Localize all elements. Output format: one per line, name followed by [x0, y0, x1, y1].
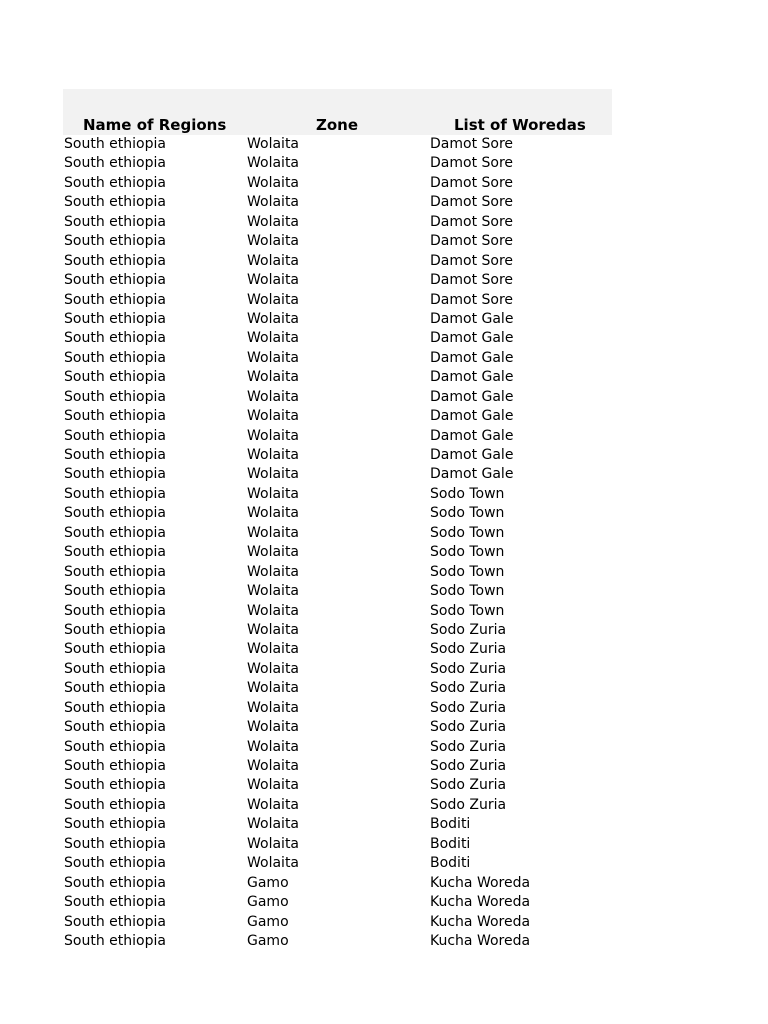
- table-row: [63, 660, 612, 679]
- cell-woreda: Damot Gale: [430, 388, 514, 405]
- cell-region: South ethiopia: [64, 466, 166, 483]
- table-row: [63, 446, 612, 465]
- cell-woreda: Kucha Woreda: [430, 894, 531, 911]
- woreda-table: [63, 89, 612, 951]
- cell-region: South ethiopia: [64, 738, 166, 755]
- cell-woreda: Sodo Town: [430, 524, 505, 541]
- cell-woreda: Kucha Woreda: [430, 913, 531, 930]
- cell-region: South ethiopia: [64, 213, 166, 230]
- cell-zone: Wolaita: [247, 621, 300, 638]
- cell-zone: Gamo: [247, 932, 289, 949]
- column-header-region: Name of Regions: [83, 116, 227, 134]
- cell-region: South ethiopia: [64, 602, 166, 619]
- cell-woreda: Sodo Town: [430, 583, 505, 600]
- cell-woreda: Damot Gale: [430, 447, 514, 463]
- cell-region: South ethiopia: [64, 408, 166, 425]
- cell-zone: Wolaita: [247, 447, 300, 463]
- cell-woreda: Sodo Zuria: [430, 758, 507, 774]
- table-row: [63, 504, 612, 523]
- cell-region: South ethiopia: [64, 699, 166, 716]
- table-row: [63, 485, 612, 504]
- cell-zone: Wolaita: [247, 369, 300, 386]
- table-row: [63, 154, 612, 173]
- table-row: [63, 854, 612, 873]
- cell-woreda: Sodo Town: [430, 485, 505, 502]
- cell-region: South ethiopia: [64, 447, 166, 463]
- cell-woreda: Damot Sore: [430, 272, 514, 289]
- table-row: [63, 135, 612, 154]
- cell-zone: Wolaita: [247, 155, 300, 172]
- cell-region: South ethiopia: [64, 583, 166, 600]
- cell-region: South ethiopia: [64, 174, 166, 191]
- cell-woreda: Sodo Zuria: [430, 660, 507, 677]
- cell-zone: Wolaita: [247, 719, 300, 736]
- table-row: [63, 679, 612, 698]
- table-row: [63, 329, 612, 348]
- cell-woreda: Damot Gale: [430, 427, 514, 444]
- cell-zone: Wolaita: [247, 408, 300, 425]
- cell-zone: Wolaita: [247, 602, 300, 619]
- cell-woreda: Damot Sore: [430, 174, 514, 191]
- cell-region: South ethiopia: [64, 855, 166, 872]
- table-row: [63, 796, 612, 815]
- cell-zone: Wolaita: [247, 349, 300, 366]
- cell-woreda: Sodo Zuria: [430, 796, 507, 813]
- cell-woreda: Damot Gale: [430, 349, 514, 366]
- cell-zone: Wolaita: [247, 796, 300, 813]
- table-row: [63, 640, 612, 659]
- cell-zone: Wolaita: [247, 758, 300, 774]
- cell-region: South ethiopia: [64, 194, 166, 211]
- table-row: [63, 738, 612, 757]
- cell-region: South ethiopia: [64, 758, 166, 774]
- table-row: [63, 913, 612, 932]
- table-row: [63, 193, 612, 212]
- cell-woreda: Boditi: [430, 855, 471, 872]
- cell-woreda: Sodo Town: [430, 563, 505, 580]
- cell-region: South ethiopia: [64, 136, 166, 152]
- cell-woreda: Sodo Zuria: [430, 777, 507, 794]
- table-row: [63, 232, 612, 251]
- table-row: [63, 407, 612, 426]
- cell-region: South ethiopia: [64, 291, 166, 308]
- cell-zone: Wolaita: [247, 660, 300, 677]
- cell-region: South ethiopia: [64, 621, 166, 638]
- cell-woreda: Damot Gale: [430, 310, 514, 327]
- table-row: [63, 815, 612, 834]
- cell-woreda: Damot Sore: [430, 291, 514, 308]
- cell-zone: Wolaita: [247, 524, 300, 541]
- cell-zone: Wolaita: [247, 272, 300, 289]
- table-row: [63, 291, 612, 310]
- cell-woreda: Boditi: [430, 835, 471, 852]
- column-header-zone: Zone: [316, 116, 359, 134]
- cell-region: South ethiopia: [64, 369, 166, 386]
- table-row: [63, 271, 612, 290]
- cell-region: South ethiopia: [64, 874, 166, 891]
- cell-zone: Wolaita: [247, 388, 300, 405]
- cell-zone: Wolaita: [247, 583, 300, 600]
- cell-woreda: Damot Sore: [430, 252, 514, 269]
- cell-zone: Wolaita: [247, 680, 300, 697]
- table-row: [63, 465, 612, 484]
- cell-zone: Wolaita: [247, 699, 300, 716]
- cell-zone: Wolaita: [247, 835, 300, 852]
- cell-region: South ethiopia: [64, 835, 166, 852]
- cell-zone: Wolaita: [247, 427, 300, 444]
- cell-woreda: Sodo Zuria: [430, 680, 507, 697]
- cell-woreda: Sodo Zuria: [430, 699, 507, 716]
- cell-woreda: Damot Sore: [430, 136, 514, 152]
- table-row: [63, 621, 612, 640]
- cell-region: South ethiopia: [64, 563, 166, 580]
- table-row: [63, 835, 612, 854]
- cell-woreda: Sodo Zuria: [430, 641, 507, 658]
- table-row: [63, 893, 612, 912]
- cell-zone: Wolaita: [247, 738, 300, 755]
- cell-zone: Gamo: [247, 894, 289, 911]
- cell-region: South ethiopia: [64, 544, 166, 561]
- table-row: [63, 932, 612, 951]
- cell-zone: Wolaita: [247, 174, 300, 191]
- cell-woreda: Sodo Zuria: [430, 719, 507, 736]
- cell-woreda: Damot Gale: [430, 408, 514, 425]
- table-row: [63, 582, 612, 601]
- table-row: [63, 427, 612, 446]
- cell-region: South ethiopia: [64, 388, 166, 405]
- cell-woreda: Damot Gale: [430, 330, 514, 347]
- cell-woreda: Damot Sore: [430, 155, 514, 172]
- table-row: [63, 174, 612, 193]
- table-row: [63, 524, 612, 543]
- cell-woreda: Damot Sore: [430, 213, 514, 230]
- cell-zone: Wolaita: [247, 641, 300, 658]
- table-row: [63, 602, 612, 621]
- cell-zone: Wolaita: [247, 777, 300, 794]
- table-body: [63, 135, 612, 951]
- cell-woreda: Damot Gale: [430, 466, 514, 483]
- table-row: [63, 776, 612, 795]
- cell-zone: Wolaita: [247, 291, 300, 308]
- cell-region: South ethiopia: [64, 796, 166, 813]
- cell-region: South ethiopia: [64, 913, 166, 930]
- cell-region: South ethiopia: [64, 252, 166, 269]
- cell-woreda: Damot Gale: [430, 369, 514, 386]
- cell-region: South ethiopia: [64, 330, 166, 347]
- cell-zone: Wolaita: [247, 310, 300, 327]
- cell-zone: Wolaita: [247, 855, 300, 872]
- cell-region: South ethiopia: [64, 641, 166, 658]
- cell-woreda: Kucha Woreda: [430, 874, 531, 891]
- cell-region: South ethiopia: [64, 349, 166, 366]
- cell-region: South ethiopia: [64, 485, 166, 502]
- table-row: [63, 699, 612, 718]
- cell-region: South ethiopia: [64, 524, 166, 541]
- cell-zone: Wolaita: [247, 194, 300, 211]
- cell-zone: Wolaita: [247, 233, 300, 250]
- cell-zone: Wolaita: [247, 466, 300, 483]
- cell-zone: Wolaita: [247, 505, 300, 522]
- cell-region: South ethiopia: [64, 680, 166, 697]
- cell-region: South ethiopia: [64, 894, 166, 911]
- table-header: [63, 89, 612, 135]
- cell-region: South ethiopia: [64, 155, 166, 172]
- cell-zone: Gamo: [247, 913, 289, 930]
- cell-woreda: Damot Sore: [430, 233, 514, 250]
- cell-region: South ethiopia: [64, 310, 166, 327]
- table-row: [63, 252, 612, 271]
- cell-zone: Wolaita: [247, 544, 300, 561]
- table-row: [63, 213, 612, 232]
- cell-woreda: Sodo Town: [430, 602, 505, 619]
- cell-woreda: Sodo Zuria: [430, 738, 507, 755]
- table-row: [63, 874, 612, 893]
- table-row: [63, 563, 612, 582]
- table-row: [63, 310, 612, 329]
- cell-woreda: Sodo Town: [430, 544, 505, 561]
- cell-zone: Wolaita: [247, 563, 300, 580]
- cell-region: South ethiopia: [64, 427, 166, 444]
- table-row: [63, 718, 612, 737]
- cell-woreda: Sodo Town: [430, 505, 505, 522]
- cell-region: South ethiopia: [64, 777, 166, 794]
- cell-region: South ethiopia: [64, 816, 166, 833]
- table-row: [63, 757, 612, 776]
- table-row: [63, 368, 612, 387]
- cell-zone: Wolaita: [247, 252, 300, 269]
- cell-zone: Wolaita: [247, 213, 300, 230]
- cell-woreda: Damot Sore: [430, 194, 514, 211]
- cell-woreda: Boditi: [430, 816, 471, 833]
- table-row: [63, 388, 612, 407]
- cell-region: South ethiopia: [64, 932, 166, 949]
- cell-zone: Wolaita: [247, 136, 300, 152]
- cell-woreda: Sodo Zuria: [430, 621, 507, 638]
- cell-zone: Wolaita: [247, 485, 300, 502]
- cell-zone: Wolaita: [247, 330, 300, 347]
- table-row: [63, 349, 612, 368]
- cell-region: South ethiopia: [64, 505, 166, 522]
- cell-zone: Gamo: [247, 874, 289, 891]
- cell-region: South ethiopia: [64, 660, 166, 677]
- table-row: [63, 543, 612, 562]
- column-header-woreda: List of Woredas: [454, 116, 586, 134]
- cell-region: South ethiopia: [64, 719, 166, 736]
- cell-woreda: Kucha Woreda: [430, 932, 531, 949]
- cell-region: South ethiopia: [64, 272, 166, 289]
- cell-region: South ethiopia: [64, 233, 166, 250]
- cell-zone: Wolaita: [247, 816, 300, 833]
